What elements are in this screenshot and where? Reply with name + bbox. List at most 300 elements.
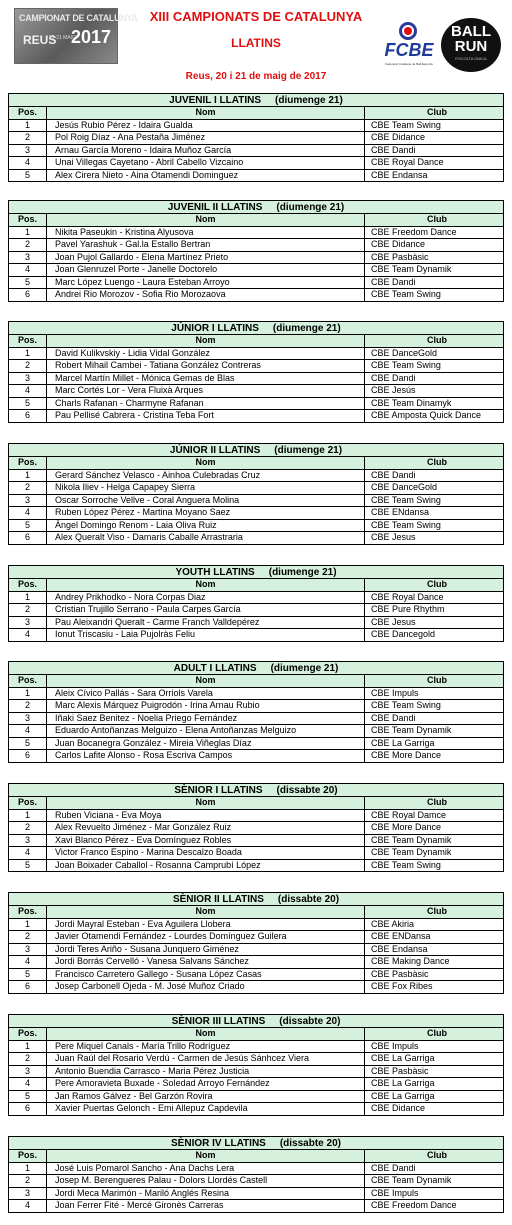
club-cell: CBE La Garriga <box>365 1053 504 1066</box>
logo-year: 2017 <box>70 27 111 47</box>
club-cell: CBE Impuls <box>365 1040 504 1053</box>
club-cell: CBE Royal Damce <box>365 809 504 822</box>
table-row <box>9 809 504 822</box>
couple-name-cell: Arnau García Moreno - Idaira Muñoz García <box>47 144 365 157</box>
category-table <box>8 443 504 545</box>
table-row <box>9 700 504 713</box>
club-cell: CBE Dandi <box>365 469 504 482</box>
club-cell: CBE Freedom Dance <box>365 1200 504 1213</box>
club-cell: CBE Endansa <box>365 943 504 956</box>
column-header-nom: Nom <box>47 906 365 919</box>
club-cell: CBE Making Dance <box>365 956 504 969</box>
position-cell: 1 <box>9 226 47 239</box>
category-table <box>8 661 504 763</box>
column-header-club: Club <box>365 579 504 592</box>
table-row <box>9 532 504 545</box>
column-header-pos: Pos. <box>9 579 47 592</box>
category-table <box>8 783 504 872</box>
couple-name-cell: Nikita Paseukin - Kristina Alyusova <box>47 226 365 239</box>
category-name: JÚNIOR II LLATINS <box>169 444 261 456</box>
couple-name-cell: Joan Boixader Caballol - Rosanna Camprubí López <box>47 859 365 872</box>
position-cell: 2 <box>9 822 47 835</box>
column-header-row <box>9 335 504 348</box>
couple-name-cell: Josep M. Berengueres Palau - Dolors Llordés Castell <box>47 1175 365 1188</box>
couple-name-cell: Xavi Blanco Pérez - Eva Domínguez Robles <box>47 834 365 847</box>
category-name: SÈNIOR IV LLATINS <box>171 1137 266 1149</box>
couple-name-cell: Pavel Yarashuk - Gal.la Estallo Bertran <box>47 239 365 252</box>
club-cell: CBE Freedom Dance <box>365 226 504 239</box>
club-cell: CBE Impuls <box>365 687 504 700</box>
couple-name-cell: Francisco Carretero Gallego - Susana López Casas <box>47 968 365 981</box>
club-cell: CBE Team Dinamyk <box>365 397 504 410</box>
table-row <box>9 507 504 520</box>
table-row <box>9 725 504 738</box>
category-day: (diumenge 21) <box>268 566 337 578</box>
club-cell: CBE La Garriga <box>365 737 504 750</box>
category-title <box>9 566 504 579</box>
table-row <box>9 712 504 725</box>
column-header-club: Club <box>365 675 504 688</box>
logo-line3: 20-21 MAIG <box>49 35 76 41</box>
position-cell: 4 <box>9 629 47 642</box>
table-row <box>9 289 504 302</box>
table-row <box>9 1103 504 1116</box>
position-cell: 3 <box>9 251 47 264</box>
club-cell: CBE Dandi <box>365 1162 504 1175</box>
table-row <box>9 1090 504 1103</box>
club-cell: CBE Team Swing <box>365 360 504 373</box>
couple-name-cell: Jordi Mayral Esteban - Eva Aguilera Llobera <box>47 918 365 931</box>
results-table <box>8 565 504 642</box>
club-cell: CBE Jesus <box>365 532 504 545</box>
couple-name-cell: Juan Bocanegra González - Mireia Viñeglas Díaz <box>47 737 365 750</box>
table-row <box>9 251 504 264</box>
couple-name-cell: Josep Carbonell Ojeda - M. José Muñoz Criado <box>47 981 365 994</box>
column-header-nom: Nom <box>47 335 365 348</box>
club-cell: CBE Dandi <box>365 144 504 157</box>
position-cell: 2 <box>9 1053 47 1066</box>
category-title <box>9 322 504 335</box>
position-cell: 3 <box>9 494 47 507</box>
category-table <box>8 565 504 642</box>
club-cell: CBE Dandi <box>365 712 504 725</box>
table-row <box>9 1162 504 1175</box>
page-title: XIII CAMPIONATS DE CATALUNYA <box>149 9 363 24</box>
ballrun-line2: RUN <box>454 38 488 55</box>
table-row <box>9 750 504 763</box>
category-name: SÈNIOR I LLATINS <box>174 784 263 796</box>
table-row <box>9 119 504 132</box>
position-cell: 6 <box>9 1103 47 1116</box>
table-row <box>9 968 504 981</box>
couple-name-cell: Aleix Cívico Pallás - Sara Orriols Varela <box>47 687 365 700</box>
club-cell: CBE More Dance <box>365 750 504 763</box>
couple-name-cell: Ruben López Pérez - Martina Moyano Saez <box>47 507 365 520</box>
position-cell: 4 <box>9 1078 47 1091</box>
results-table <box>8 93 504 182</box>
category-title-row <box>9 893 504 906</box>
table-row <box>9 931 504 944</box>
category-title-row <box>9 566 504 579</box>
column-header-pos: Pos. <box>9 107 47 120</box>
ballrun-line1: BALL <box>451 23 491 40</box>
results-table <box>8 1014 504 1116</box>
table-row <box>9 169 504 182</box>
column-header-row <box>9 906 504 919</box>
position-cell: 4 <box>9 1200 47 1213</box>
club-cell: CBE Royal Dance <box>365 591 504 604</box>
couple-name-cell: Charls Rafanan - Charmyne Rafanan <box>47 397 365 410</box>
category-day: (dissabte 20) <box>279 1137 341 1149</box>
column-header-row <box>9 1028 504 1041</box>
couple-name-cell: Jan Ramos Gálvez - Bel Garzón Rovira <box>47 1090 365 1103</box>
category-day: (dissabte 20) <box>276 784 338 796</box>
couple-name-cell: Unai Villegas Cayetano - Abril Cabello Vizcaino <box>47 157 365 170</box>
category-title-row <box>9 784 504 797</box>
position-cell: 3 <box>9 834 47 847</box>
position-cell: 5 <box>9 519 47 532</box>
table-row <box>9 132 504 145</box>
column-header-nom: Nom <box>47 579 365 592</box>
club-cell: CBE Jesús <box>365 385 504 398</box>
results-table <box>8 321 504 423</box>
position-cell: 6 <box>9 532 47 545</box>
couple-name-cell: Jordi Borrás Cervelló - Vanesa Salvans Sánchez <box>47 956 365 969</box>
category-title-row <box>9 94 504 107</box>
table-row <box>9 591 504 604</box>
position-cell: 1 <box>9 591 47 604</box>
category-title <box>9 444 504 457</box>
category-title-row <box>9 322 504 335</box>
position-cell: 2 <box>9 132 47 145</box>
position-cell: 1 <box>9 1162 47 1175</box>
category-name: JUVENIL I LLATINS <box>169 94 262 106</box>
page-subtitle: LLATINS <box>231 36 281 50</box>
position-cell: 4 <box>9 264 47 277</box>
position-cell: 5 <box>9 859 47 872</box>
club-cell: CBE Team Dynamik <box>365 264 504 277</box>
couple-name-cell: Andrey Prikhodko - Nora Corpas Diaz <box>47 591 365 604</box>
column-header-pos: Pos. <box>9 906 47 919</box>
couple-name-cell: Joan Glenruzel Porte - Janelle Doctorelo <box>47 264 365 277</box>
category-title <box>9 94 504 107</box>
position-cell: 2 <box>9 700 47 713</box>
category-title-row <box>9 444 504 457</box>
couple-name-cell: Robert Mihail Cambei - Tatiana González Contreras <box>47 360 365 373</box>
couple-name-cell: Alex Revuelto Jiménez - Mar González Ruiz <box>47 822 365 835</box>
position-cell: 1 <box>9 347 47 360</box>
couple-name-cell: Àngel Domingo Renom - Laia Oliva Ruiz <box>47 519 365 532</box>
category-name: SÈNIOR III LLATINS <box>171 1015 266 1027</box>
event-date: Reus, 20 i 21 de maig de 2017 <box>185 71 327 82</box>
couple-name-cell: Jordi Teres Ariño - Susana Junquero Giménez <box>47 943 365 956</box>
table-row <box>9 482 504 495</box>
club-cell: CBE Jesus <box>365 616 504 629</box>
column-header-club: Club <box>365 214 504 227</box>
club-cell: CBE Team Dynamik <box>365 1175 504 1188</box>
position-cell: 2 <box>9 931 47 944</box>
results-table <box>8 200 504 302</box>
column-header-club: Club <box>365 457 504 470</box>
club-cell: CBE Team Swing <box>365 859 504 872</box>
category-table <box>8 200 504 302</box>
table-row <box>9 360 504 373</box>
couple-name-cell: Jordi Meca Marimón - Mariló Anglés Resina <box>47 1187 365 1200</box>
category-title-row <box>9 1015 504 1028</box>
column-header-pos: Pos. <box>9 214 47 227</box>
position-cell: 5 <box>9 169 47 182</box>
results-table <box>8 783 504 872</box>
table-row <box>9 397 504 410</box>
couple-name-cell: Alex Cirera Nieto - Aina Otamendi Dominguez <box>47 169 365 182</box>
category-day: (dissabte 20) <box>279 1015 341 1027</box>
table-row <box>9 1078 504 1091</box>
club-cell: CBE ENDansa <box>365 931 504 944</box>
position-cell: 3 <box>9 372 47 385</box>
club-cell: CBE Endansa <box>365 169 504 182</box>
category-table <box>8 321 504 423</box>
couple-name-cell: Oscar Sorroche Vellve - Coral Anguera Molina <box>47 494 365 507</box>
couple-name-cell: Xavier Puertas Gelonch - Emi Allepuz Capdevila <box>47 1103 365 1116</box>
club-cell: CBE Didance <box>365 239 504 252</box>
fcbe-logo <box>383 22 435 68</box>
results-table <box>8 1136 504 1213</box>
table-row <box>9 956 504 969</box>
couple-name-cell: Antonio Buendia Carrasco - Maria Pérez Justicia <box>47 1065 365 1078</box>
ballrun-logo <box>441 18 501 72</box>
club-cell: CBE Team Dynamik <box>365 847 504 860</box>
couple-name-cell: Pau Pellisé Cabrera - Cristina Teba Fort <box>47 410 365 423</box>
results-table <box>8 661 504 763</box>
position-cell: 2 <box>9 482 47 495</box>
couple-name-cell: Javier Otamendi Fernández - Lourdes Domínguez Guilera <box>47 931 365 944</box>
position-cell: 4 <box>9 847 47 860</box>
position-cell: 4 <box>9 507 47 520</box>
club-cell: CBE Team Swing <box>365 700 504 713</box>
position-cell: 2 <box>9 239 47 252</box>
club-cell: CBE Team Swing <box>365 519 504 532</box>
couple-name-cell: Pol Roig Díaz - Ana Pestaña Jiménez <box>47 132 365 145</box>
table-row <box>9 737 504 750</box>
results-table <box>8 892 504 994</box>
column-header-row <box>9 457 504 470</box>
position-cell: 6 <box>9 981 47 994</box>
table-row <box>9 1053 504 1066</box>
table-row <box>9 822 504 835</box>
category-title <box>9 1015 504 1028</box>
category-table <box>8 1014 504 1116</box>
column-header-club: Club <box>365 1150 504 1163</box>
couple-name-cell: Iñaki Saez Benitez - Noelia Priego Fernández <box>47 712 365 725</box>
club-cell: CBE DanceGold <box>365 347 504 360</box>
club-cell: CBE La Garriga <box>365 1090 504 1103</box>
position-cell: 1 <box>9 469 47 482</box>
club-cell: CBE Team Dynamik <box>365 834 504 847</box>
category-day: (diumenge 21) <box>272 322 341 334</box>
column-header-row <box>9 675 504 688</box>
column-header-pos: Pos. <box>9 797 47 810</box>
table-row <box>9 264 504 277</box>
table-row <box>9 276 504 289</box>
category-table <box>8 93 504 182</box>
table-row <box>9 347 504 360</box>
column-header-pos: Pos. <box>9 675 47 688</box>
table-row <box>9 1187 504 1200</box>
table-row <box>9 847 504 860</box>
club-cell: CBE Pasbàsic <box>365 968 504 981</box>
table-row <box>9 1065 504 1078</box>
club-cell: CBE Pasbàsic <box>365 1065 504 1078</box>
table-row <box>9 469 504 482</box>
category-name: JUVENIL II LLATINS <box>167 201 263 213</box>
position-cell: 1 <box>9 687 47 700</box>
couple-name-cell: Carlos Lafite Alonso - Rosa Escriva Campos <box>47 750 365 763</box>
category-title <box>9 662 504 675</box>
couple-name-cell: Nikola Iliev - Helga Capapey Sierra <box>47 482 365 495</box>
table-row <box>9 859 504 872</box>
couple-name-cell: Marcel Martín Millet - Mónica Gemas de Blas <box>47 372 365 385</box>
club-cell: CBE More Dance <box>365 822 504 835</box>
club-cell: CBE Team Swing <box>365 494 504 507</box>
position-cell: 3 <box>9 1065 47 1078</box>
table-row <box>9 1175 504 1188</box>
table-row <box>9 943 504 956</box>
category-title-row <box>9 662 504 675</box>
column-header-club: Club <box>365 906 504 919</box>
couple-name-cell: Marc López Luengo - Laura Esteban Arroyo <box>47 276 365 289</box>
table-row <box>9 1200 504 1213</box>
column-header-club: Club <box>365 335 504 348</box>
couple-name-cell: Pau Aleixandri Queralt - Carme Franch Valldepérez <box>47 616 365 629</box>
couple-name-cell: Jesús Rubio Pérez - Idaira Gualda <box>47 119 365 132</box>
category-title-row <box>9 1137 504 1150</box>
table-row <box>9 1040 504 1053</box>
position-cell: 5 <box>9 968 47 981</box>
ballrun-sub: ESCOLTA ÚNICA <box>455 56 487 61</box>
column-header-row <box>9 579 504 592</box>
position-cell: 1 <box>9 1040 47 1053</box>
position-cell: 4 <box>9 725 47 738</box>
category-day: (diumenge 21) <box>276 201 345 213</box>
position-cell: 2 <box>9 604 47 617</box>
club-cell: CBE DanceGold <box>365 482 504 495</box>
couple-name-cell: Alex Queralt Viso - Damaris Caballe Arrastraria <box>47 532 365 545</box>
table-row <box>9 834 504 847</box>
page-header <box>0 0 512 88</box>
position-cell: 5 <box>9 737 47 750</box>
couple-name-cell: Eduardo Antoñanzas Melguizo - Elena Antoñanzas Melguizo <box>47 725 365 738</box>
club-cell: CBE La Garriga <box>365 1078 504 1091</box>
position-cell: 3 <box>9 616 47 629</box>
couple-name-cell: Ruben Viciana - Eva Moya <box>47 809 365 822</box>
category-name: ADULT I LLATINS <box>173 662 257 674</box>
couple-name-cell: Ionut Triscasiu - Laia Pujolràs Feliu <box>47 629 365 642</box>
club-cell: CBE Amposta Quick Dance <box>365 410 504 423</box>
category-name: JÚNIOR I LLATINS <box>171 322 259 334</box>
position-cell: 2 <box>9 1175 47 1188</box>
couple-name-cell: Andrei Rio Morozov - Sofia Rio Morozaova <box>47 289 365 302</box>
club-cell: CBE Pure Rhythm <box>365 604 504 617</box>
logo-line1: CAMPIONAT DE CATALUNYA <box>19 13 138 23</box>
club-cell: CBE ENdansa <box>365 507 504 520</box>
column-header-pos: Pos. <box>9 457 47 470</box>
couple-name-cell: Marc Alexis Márquez Puigrodón - Irina Arnau Rubio <box>47 700 365 713</box>
table-row <box>9 629 504 642</box>
table-row <box>9 372 504 385</box>
logo-line2: REUS <box>23 33 57 47</box>
position-cell: 6 <box>9 410 47 423</box>
club-cell: CBE Dandi <box>365 276 504 289</box>
category-day: (diumenge 21) <box>275 94 343 106</box>
couple-name-cell: José Luis Pomarol Sancho - Ana Dachs Lera <box>47 1162 365 1175</box>
category-title <box>9 201 504 214</box>
club-cell: CBE Team Dynamik <box>365 725 504 738</box>
column-header-pos: Pos. <box>9 1028 47 1041</box>
couple-name-cell: Joan Pujol Gallardo - Elena Martínez Prieto <box>47 251 365 264</box>
position-cell: 6 <box>9 289 47 302</box>
club-cell: CBE Fox Ribes <box>365 981 504 994</box>
column-header-club: Club <box>365 107 504 120</box>
category-name: SÈNIOR II LLATINS <box>172 893 264 905</box>
category-day: (diumenge 21) <box>270 662 339 674</box>
position-cell: 6 <box>9 750 47 763</box>
column-header-club: Club <box>365 797 504 810</box>
position-cell: 1 <box>9 119 47 132</box>
table-row <box>9 981 504 994</box>
club-cell: CBE Dandi <box>365 372 504 385</box>
table-row <box>9 239 504 252</box>
couple-name-cell: David Kulikvskiy - Lidia Vidal González <box>47 347 365 360</box>
position-cell: 5 <box>9 276 47 289</box>
club-cell: CBE Impuls <box>365 1187 504 1200</box>
club-cell: CBE Team Swing <box>365 289 504 302</box>
couple-name-cell: Pere Amoravieta Buxade - Soledad Arroyo Fernández <box>47 1078 365 1091</box>
couple-name-cell: Juan Raúl del Rosario Verdú - Carmen de Jesús Sánhcez Viera <box>47 1053 365 1066</box>
column-header-nom: Nom <box>47 107 365 120</box>
column-header-pos: Pos. <box>9 1150 47 1163</box>
fcbe-logo-subtext: Federació Catalana de Ball Esportiu <box>384 62 434 66</box>
couple-name-cell: Pere Miquel Canals - María Trillo Rodríguez <box>47 1040 365 1053</box>
club-cell: CBE Pasbàsic <box>365 251 504 264</box>
category-name: YOUTH LLATINS <box>175 566 255 578</box>
column-header-nom: Nom <box>47 1150 365 1163</box>
category-table <box>8 892 504 994</box>
table-row <box>9 604 504 617</box>
position-cell: 4 <box>9 157 47 170</box>
position-cell: 2 <box>9 360 47 373</box>
position-cell: 4 <box>9 956 47 969</box>
category-title <box>9 893 504 906</box>
position-cell: 3 <box>9 712 47 725</box>
column-header-nom: Nom <box>47 797 365 810</box>
column-header-row <box>9 797 504 810</box>
couple-name-cell: Gerard Sánchez Velasco - Ainhoa Culebradas Cruz <box>47 469 365 482</box>
category-table <box>8 1136 504 1213</box>
column-header-row <box>9 107 504 120</box>
column-header-nom: Nom <box>47 457 365 470</box>
position-cell: 5 <box>9 1090 47 1103</box>
club-cell: CBE Didance <box>365 132 504 145</box>
results-table <box>8 443 504 545</box>
club-cell: CBE Dancegold <box>365 629 504 642</box>
category-day: (diumenge 21) <box>274 444 343 456</box>
table-row <box>9 157 504 170</box>
couple-name-cell: Cristian Trujillo Serrano - Paula Carpes García <box>47 604 365 617</box>
club-cell: CBE Royal Dance <box>365 157 504 170</box>
column-header-row <box>9 1150 504 1163</box>
column-header-nom: Nom <box>47 1028 365 1041</box>
club-cell: CBE Akiria <box>365 918 504 931</box>
